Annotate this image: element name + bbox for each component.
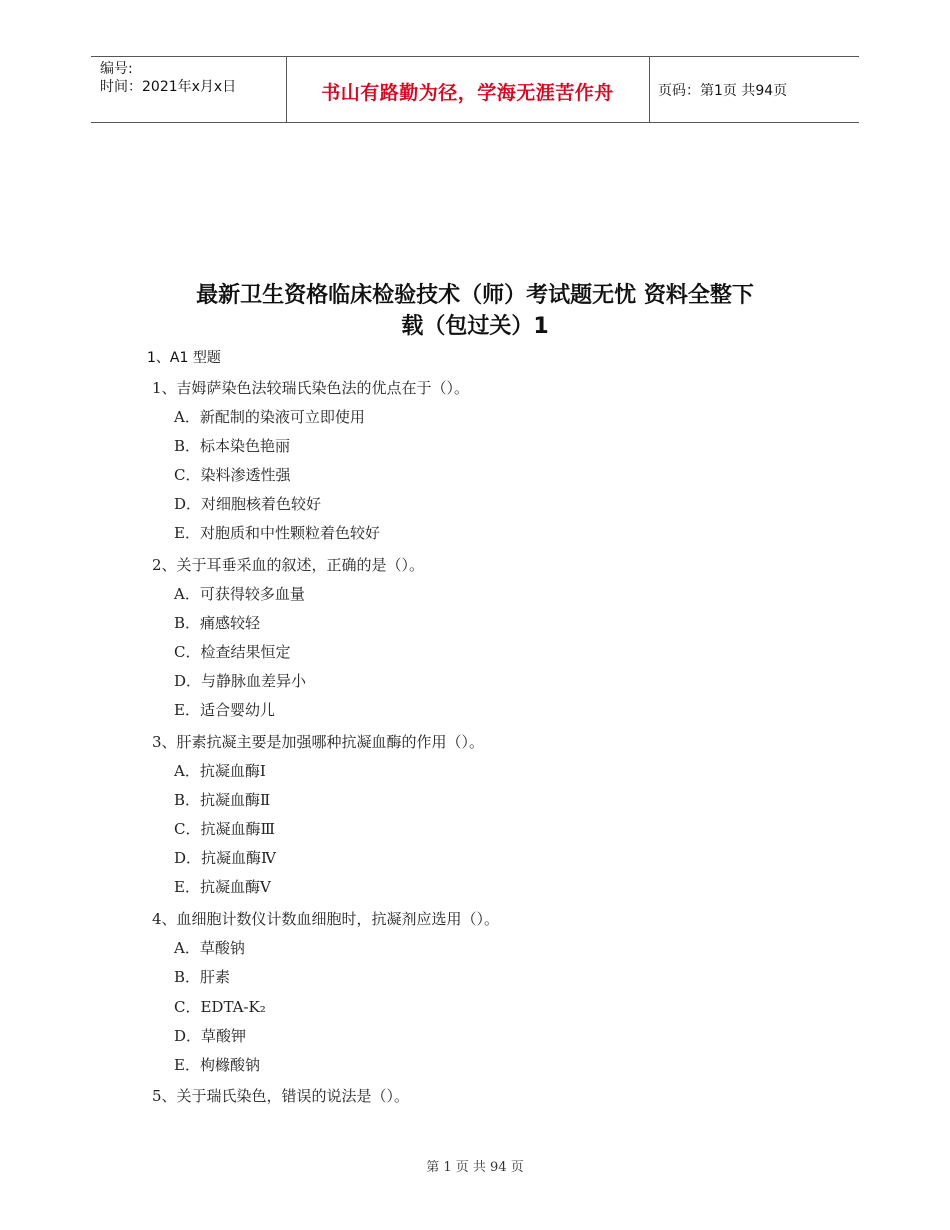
option-4e: E．枸橼酸钠 [174,1056,260,1074]
option-2d: D．与静脉血差异小 [174,672,307,690]
title-line-1: 最新卫生资格临床检验技术（师）考试题无忧 资料全整下 [196,283,754,308]
question-5: 5、关于瑞氏染色，错误的说法是（）。 [152,1087,410,1105]
time-label: 时间：2021年x月x日 [100,79,237,95]
option-3b: B．抗凝血酶Ⅱ [174,791,271,809]
option-2a: A．可获得较多血量 [174,585,305,603]
section-heading: 1、A1 型题 [147,350,221,366]
option-3e: E．抗凝血酶Ⅴ [174,878,271,896]
question-4: 4、血细胞计数仪计数血细胞时，抗凝剂应选用（）。 [152,910,500,928]
option-1a: A．新配制的染液可立即使用 [174,408,365,426]
number-label: 编号: [100,61,133,77]
option-4b: B．肝素 [174,968,231,986]
header-top-rule [91,56,859,57]
question-1: 1、吉姆萨染色法较瑞氏染色法的优点在于（）。 [152,379,470,397]
option-4c: C．EDTA-K₂ [174,998,266,1016]
header-page-info: 页码：第1页 共94页 [658,83,788,99]
option-1c: C．染料渗透性强 [174,466,291,484]
option-4a: A．草酸钠 [174,939,245,957]
header-bottom-rule [91,122,859,123]
page-footer: 第 1 页 共 94 页 [426,1160,524,1175]
option-3a: A．抗凝血酶Ⅰ [174,762,266,780]
question-3: 3、肝素抗凝主要是加强哪种抗凝血酶的作用（）。 [152,733,485,751]
option-2c: C．检查结果恒定 [174,643,291,661]
header-left [100,60,236,96]
option-1d: D．对细胞核着色较好 [174,495,322,513]
option-3c: C．抗凝血酶Ⅲ [174,820,275,838]
header-divider-right [649,56,650,123]
option-2e: E．适合婴幼儿 [174,701,275,719]
title-line-2: 载（包过关）1 [401,314,549,339]
option-4d: D．草酸钾 [174,1027,247,1045]
document-title [120,280,830,342]
option-1b: B．标本染色艳丽 [174,437,291,455]
option-3d: D．抗凝血酶Ⅳ [174,849,277,867]
header-motto: 书山有路勤为径，学海无涯苦作舟 [321,82,614,104]
question-2: 2、关于耳垂采血的叙述，正确的是（）。 [152,556,425,574]
option-2b: B．痛感较轻 [174,614,261,632]
option-1e: E．对胞质和中性颗粒着色较好 [174,524,380,542]
